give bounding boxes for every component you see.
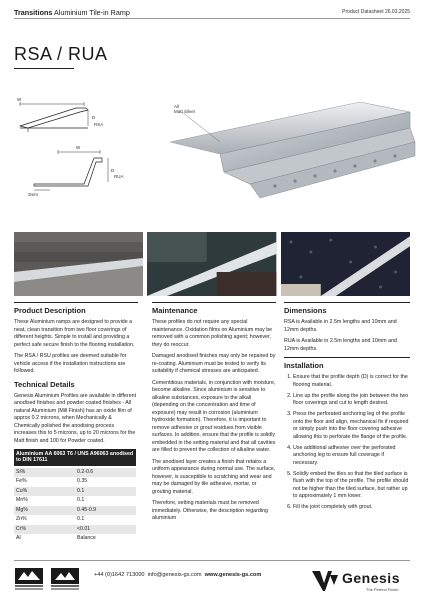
genesis-logo-mark [310, 567, 340, 593]
header-title [14, 8, 130, 17]
spec-value: 0.2-0.6 [75, 468, 136, 478]
spec-element: Si% [14, 468, 75, 478]
phone-number[interactable]: +44 (0)1642 713000 [94, 572, 145, 578]
header-title-rest: Aluminium Tile-in Ramp [52, 8, 130, 17]
maintenance-p3: Cementitious materials, in conjunction with moisture, become alkaline. Since aluminium is sensitive to alkaline substances, exposure to the alkali (depending on the concentration and time of exposure) may result in corrosion (aluminium hydroxide formation). Therefore, it is important to remove adhesive or grout residues from visible surfaces. In addition, ensure that the profile is solidly embedded in the setting material and that all cavities are filled to prevent the collection of alkaline water. [152, 379, 276, 453]
rsa-diagram [20, 102, 88, 132]
installation-step: 5. Solidly embed the tiles so that the tiled surface is flush with the top of the profile. The profile should not be higher than the tiled surface, but rather up to approximately 1 mm lower. [293, 471, 410, 501]
spec-element: Zn% [16, 516, 27, 523]
rua-depth-label: D [111, 168, 115, 173]
certification-badge-2 [50, 567, 80, 591]
spec-row [14, 477, 136, 487]
spec-row [14, 506, 136, 516]
document-title: RSA / RUA [14, 44, 108, 64]
spec-element: Cr% [14, 525, 75, 535]
product-render-image [160, 82, 420, 232]
maintenance-p5: Therefore, setting materials must be removed immediately. Otherwise, the description regarding aluminium [152, 500, 268, 521]
spec-value: 0.35 [77, 478, 88, 485]
page-footer [0, 560, 424, 600]
column-maintenance [152, 302, 276, 527]
brand-tagline: The Perfect Finish [366, 587, 399, 592]
technical-details-p1: Genesis Aluminium Profiles are available in different anodised finishes and powder coated finishes - All natural Aluminium (Mill Finish) has an oxide film of approx 0.2 microns, when Mechanically & Chemically polished the anodising process increases this to 5 microns, up to 20 microns for the Matt finish and 100 for Powder coated. [14, 392, 137, 444]
rua-label: RUA [114, 174, 124, 179]
installation-step: 2. Line up the profile along the join between the two floor coverings and cut to length desired. [293, 393, 410, 408]
rsa-width-label: W [17, 97, 22, 102]
datasheet-date: Product Datasheet 26.03.2025 [342, 9, 410, 15]
header-divider [14, 18, 410, 19]
installation-steps [293, 374, 410, 512]
photo-carpet-floor [281, 232, 410, 296]
product-description-heading: Product Description [14, 302, 138, 315]
rua-diagram [34, 150, 108, 190]
installation-photos [14, 232, 410, 296]
profile-diagrams [14, 86, 164, 216]
page-header [0, 0, 424, 40]
photo-wood-floor [14, 232, 143, 296]
rsa-label: RSA [94, 122, 104, 127]
spec-element: Al [16, 535, 21, 542]
installation-step: 1. Ensure that the profile depth (D) is correct for the flooring material. [293, 374, 410, 389]
email-link[interactable]: info@genesis-gs.com [147, 572, 202, 578]
product-description-p2: The RSA / RSU profiles are deemed suitable for vehicle access if the installation instructions are followed. [14, 353, 127, 374]
title-underline [14, 68, 74, 69]
maintenance-p2: Damaged anodised finishes may only be repaired by re-coating. Aluminium must be tested to verify its suitability if chemical stresses are anticipated. [152, 353, 276, 374]
spec-row [14, 534, 136, 544]
spec-row [14, 525, 136, 535]
finish-label: All Matt Silver [174, 104, 196, 114]
spec-value: Balance [77, 535, 96, 542]
installation-step: 6. Fill the joint completely with grout. [293, 504, 410, 512]
spec-element: Mg% [14, 506, 75, 516]
certification-badge-1 [14, 567, 44, 591]
product-description-p1: These Aluminium ramps are designed to provide a neat, clean transition from two floor coverings of different heights. Simple to install and providing a perfect safe secure finish to the flooring installation. [14, 319, 135, 348]
spec-value: 0.1 [75, 487, 136, 497]
dimensions-heading: Dimensions [284, 302, 410, 315]
spec-row [14, 496, 136, 506]
installation-step: 3. Press the perforated anchoring leg of the profile onto the floor and align, mechanical fix if required or simply push into the floor covering adhesive allowing this to perforate the flange of the profile. [293, 411, 410, 441]
brand-name: Genesis [342, 570, 400, 586]
header-title-bold: Transitions [14, 8, 53, 17]
photo-tile-floor [147, 232, 276, 296]
maintenance-p1: These profiles do not require any special maintenance. Oxidation films on Aluminium may be removed with a common polishing agent; however, they do reoccur. [152, 319, 273, 348]
spec-table [14, 468, 136, 544]
installation-step: 4. Use additional adhesive over the perforated anchoring leg to ensure full coverage if necessary. [293, 445, 410, 468]
spec-element: Fe% [16, 478, 27, 485]
spec-value: <0.01 [75, 525, 136, 535]
spec-row [14, 515, 136, 525]
footer-divider [14, 560, 410, 561]
spec-value: 0.1 [77, 497, 85, 504]
maintenance-heading: Maintenance [152, 302, 276, 315]
spec-row [14, 468, 136, 478]
spec-row [14, 487, 136, 497]
spec-element: Mn% [16, 497, 28, 504]
genesis-logo [310, 567, 406, 595]
aluminium-ramp-render [160, 82, 420, 232]
website-link[interactable]: www.genesis-gs.com [204, 572, 262, 578]
technical-details-heading: Technical Details [14, 379, 75, 389]
installation-heading: Installation [284, 357, 410, 370]
column-dimensions-installation [284, 302, 410, 515]
spec-table-header: Aluminium AA 6063 T6 / UNS A96063 anodised to DIN 17611 [14, 449, 136, 466]
rsa-depth-label: D [92, 115, 96, 120]
spec-value: 0.1 [77, 516, 85, 523]
dimensions-p2: RUA is Available in 2.5m lengths and 10mm and 12mm depths. [284, 338, 397, 352]
column-product-technical [14, 302, 138, 544]
spec-value: 0.45-0.9 [75, 506, 136, 516]
rua-thickness-label: 3mm [28, 192, 38, 197]
rua-width-label: W [76, 145, 81, 150]
dimensions-p1: RSA is Available in 2.5m lengths and 10mm and 12mm depths. [284, 319, 397, 333]
spec-element: Cu% [14, 487, 75, 497]
contact-line [94, 572, 261, 578]
maintenance-p4: The anodised layer creates a finish that retains a uniform appearance during normal use. The surface, however, is susceptible to scratching and wear and may be damaged by tile adhesive, mortar, or grouting material. [152, 458, 276, 495]
